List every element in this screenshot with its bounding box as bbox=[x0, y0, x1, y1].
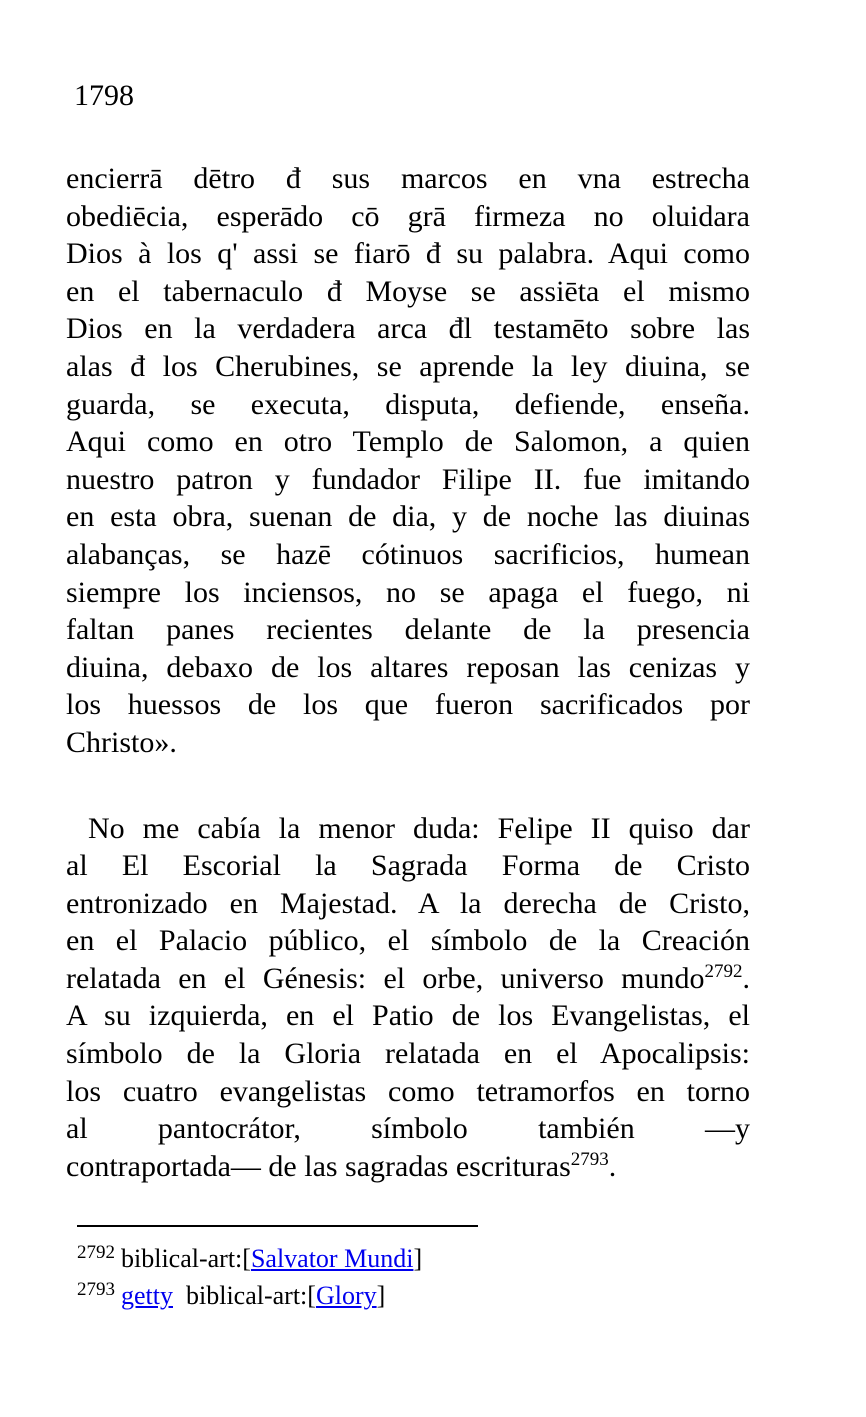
text-line: Aqui como en otro Templo de Salomon, a quien bbox=[66, 425, 750, 459]
text-line: Dios en la verdadera arca đl testamēto sobre las bbox=[66, 312, 750, 346]
line-text: los cuatro evangelistas como tetramorfos en torno bbox=[66, 1074, 750, 1108]
text-line bbox=[66, 1110, 750, 1148]
footnote-text: ] bbox=[376, 1281, 386, 1311]
text-line: nuestro patron y fundador Filipe II. fue imitando bbox=[66, 462, 750, 496]
text-line: alas đ los Cherubines, se aprende la ley diuina, se bbox=[66, 349, 750, 383]
text-line bbox=[66, 922, 750, 960]
text-line bbox=[66, 1148, 750, 1186]
footnote-number: 2792 bbox=[77, 1241, 115, 1263]
footnote-number: 2793 bbox=[77, 1278, 115, 1300]
paragraph-quote bbox=[66, 160, 750, 762]
footnote-link-glory[interactable]: Glory bbox=[315, 1281, 377, 1311]
line-text: contraportada— de las sagradas escrituras bbox=[66, 1149, 571, 1183]
page-body bbox=[66, 160, 750, 1314]
footnote-link-salvator-mundi[interactable]: Salvator Mundi bbox=[250, 1244, 414, 1274]
line-text: al El Escorial la Sagrada Forma de Cristo bbox=[66, 849, 750, 883]
text-line bbox=[66, 1073, 750, 1111]
line-text: . bbox=[608, 1149, 617, 1183]
text-line: alabanças, se hazē cótinuos sacrificios, humean bbox=[66, 537, 750, 571]
text-line: siempre los inciensos, no se apaga el fuego, ni bbox=[66, 575, 750, 609]
footnote-item-2792 bbox=[77, 1240, 750, 1277]
line-text: relatada en el Génesis: el orbe, universo mundo bbox=[66, 961, 705, 995]
footnote-ref-2793: 2793 bbox=[570, 1148, 609, 1170]
footnote-text: biblical-art:[ bbox=[121, 1244, 251, 1274]
footnote-item-2793 bbox=[77, 1277, 750, 1314]
text-line bbox=[66, 1035, 750, 1073]
text-line: en esta obra, suenan de dia, y de noche las diuinas bbox=[66, 500, 750, 534]
text-line: los huessos de los que fueron sacrificados por bbox=[66, 688, 750, 722]
text-line: guarda, se executa, disputa, defiende, enseña. bbox=[66, 387, 750, 421]
text-line: Dios à los q' assi se fiarō đ su palabra. Aqui como bbox=[66, 237, 750, 271]
line-text: en el Palacio público, el símbolo de la Creación bbox=[66, 924, 750, 958]
text-line: diuina, debaxo de los altares reposan las cenizas y bbox=[66, 650, 750, 684]
line-text: entronizado en Majestad. A la derecha de Cristo, bbox=[66, 886, 750, 920]
line-text: símbolo de la Gloria relatada en el Apocalipsis: bbox=[66, 1037, 750, 1071]
footnotes-section bbox=[77, 1225, 750, 1314]
text-line bbox=[66, 960, 750, 998]
line-text: A su izquierda, en el Patio de los Evangelistas, el bbox=[66, 999, 750, 1033]
footnote-separator bbox=[77, 1225, 478, 1227]
footnote-text: ] bbox=[413, 1244, 423, 1274]
text-line bbox=[66, 847, 750, 885]
text-line bbox=[66, 997, 750, 1035]
footnote-ref-2792: 2792 bbox=[704, 960, 743, 982]
line-text: al pantocrátor, símbolo también —y bbox=[66, 1112, 750, 1146]
page-number: 1798 bbox=[74, 79, 134, 112]
text-line bbox=[66, 885, 750, 923]
text-line: obediēcia, esperādo cō grā firmeza no oluidara bbox=[66, 199, 750, 233]
line-text: . bbox=[742, 961, 750, 995]
footnote-text: biblical-art:[ bbox=[173, 1281, 316, 1311]
line-text: No me cabía la menor duda: Felipe II quiso dar bbox=[88, 811, 750, 845]
text-line bbox=[66, 810, 750, 848]
text-line: Christo». bbox=[66, 725, 177, 759]
footnote-link-getty[interactable]: getty bbox=[121, 1281, 173, 1311]
paragraph-commentary bbox=[66, 810, 750, 1186]
text-line: faltan panes recientes delante de la presencia bbox=[66, 613, 750, 647]
text-line: encierrā dētro đ sus marcos en vna estrecha bbox=[66, 162, 750, 195]
text-line: en el tabernaculo đ Moyse se assiēta el mismo bbox=[66, 274, 750, 308]
